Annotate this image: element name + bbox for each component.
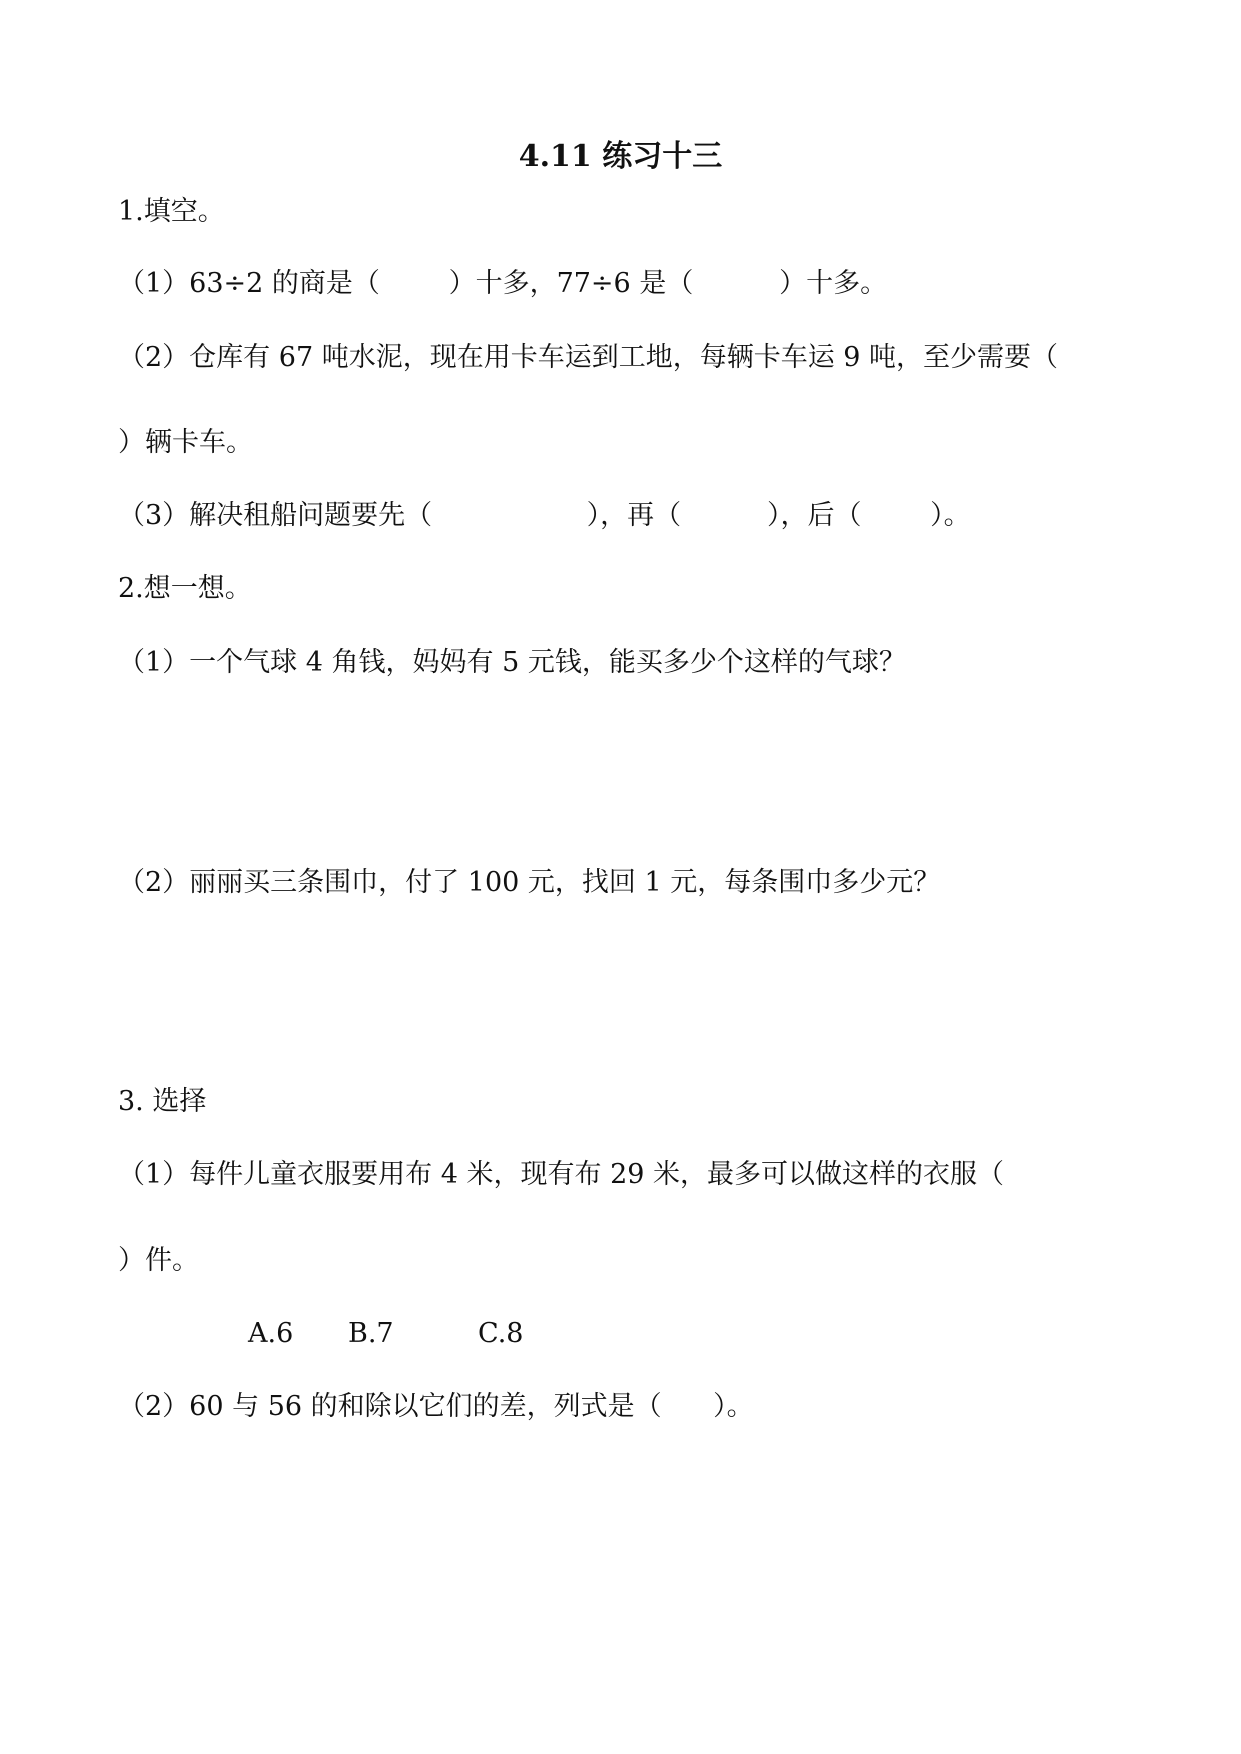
question-1-3: （3）解决租船问题要先（ ），再（ ），后（ ）。 bbox=[118, 500, 971, 531]
question-2-1: （1）一个气球 4 角钱，妈妈有 5 元钱，能买多少个这样的气球？ bbox=[118, 647, 906, 678]
page-title: 4.11 练习十三 bbox=[518, 139, 723, 174]
question-1-1: （1）63÷2 的商是（ ）十多，77÷6 是（ ）十多。 bbox=[118, 268, 888, 299]
question-3-1-line-2: ）件。 bbox=[118, 1245, 199, 1276]
section-1-heading: 1.填空。 bbox=[118, 196, 225, 227]
option-b: B.7 bbox=[348, 1318, 394, 1349]
question-3-2: （2）60 与 56 的和除以它们的差，列式是（ ）。 bbox=[118, 1391, 754, 1422]
section-3-heading: 3. 选择 bbox=[118, 1086, 207, 1117]
option-a: A.6 bbox=[248, 1318, 294, 1349]
question-1-2-line-2: ）辆卡车。 bbox=[118, 427, 253, 458]
question-3-1-line-1: （1）每件儿童衣服要用布 4 米，现有布 29 米，最多可以做这样的衣服（ bbox=[118, 1159, 1005, 1190]
section-2-heading: 2.想一想。 bbox=[118, 573, 252, 604]
question-1-2-line-1: （2）仓库有 67 吨水泥，现在用卡车运到工地，每辆卡车运 9 吨，至少需要（ bbox=[118, 342, 1059, 373]
question-2-2: （2）丽丽买三条围巾，付了 100 元，找回 1 元，每条围巾多少元？ bbox=[118, 867, 941, 898]
option-c: C.8 bbox=[478, 1318, 524, 1349]
